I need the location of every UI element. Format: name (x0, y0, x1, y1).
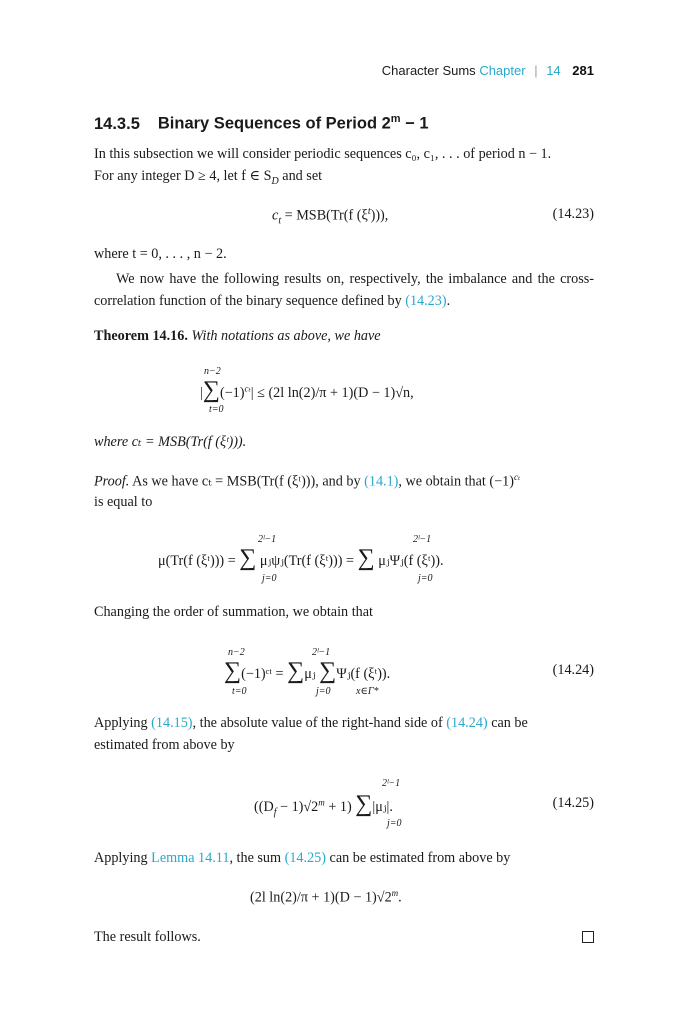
proof-sup: cₜ (513, 472, 521, 482)
theorem-ineq-sup: cₜ (244, 383, 251, 394)
eq25-sup: m (318, 797, 325, 808)
eq24-sum2-bottom: j=0 (316, 686, 331, 697)
eq23-rhs: = MSB(Tr(f (ξ (281, 207, 368, 224)
theorem-ineq-rhs: | ≤ (2l ln(2)/π + 1)(D − 1)√n, (250, 385, 414, 401)
final-eq-text: (2l ln(2)/π + 1)(D − 1)√2 (250, 889, 392, 906)
mu-eq-rhs: μⱼΨⱼ(f (ξᵗ)). (378, 553, 444, 569)
equation-14-23 (272, 206, 388, 227)
proof-text-2: , we obtain that (−1) (398, 473, 514, 490)
final-eq-sup: m (391, 888, 399, 898)
intro-line-2 (94, 168, 322, 187)
para2-tail: . (446, 293, 451, 309)
applying2-text1: Applying (94, 850, 152, 866)
link-14-24[interactable]: (14.24) (446, 715, 488, 731)
theorem-inequality (200, 378, 414, 402)
section-title-sup: m (390, 113, 401, 125)
applying1-text1: Applying (94, 715, 152, 731)
eq24-term3: Ψⱼ(f (ξᵗ)). (336, 666, 391, 682)
header-title: Character Sums (381, 63, 476, 78)
qed-square-icon (582, 931, 594, 943)
proof-text-1: As we have cₜ = MSB(Tr(f (ξᵗ))), and by (132, 473, 365, 490)
equation-number-14-25: (14.25) (552, 795, 594, 811)
proof-line-2: is equal to (94, 494, 153, 510)
sum-symbol: ∑ (287, 658, 305, 684)
header-chapter-number: 14 (546, 63, 561, 78)
final-eq-tail: . (398, 889, 402, 906)
eq25-lhs-tail: − 1)√2 (276, 799, 319, 815)
paragraph-results (94, 268, 594, 312)
eq24-sum1-bottom: t=0 (232, 686, 247, 697)
link-14-23[interactable]: (14.23) (405, 293, 447, 309)
applying1-text3: can be (487, 715, 528, 731)
theorem-statement (94, 328, 381, 345)
link-lemma-14-11[interactable]: Lemma 14.11 (151, 850, 230, 866)
link-14-25[interactable]: (14.25) (284, 850, 326, 866)
intro-line-2-sub: D (271, 175, 279, 187)
mu-sum2-bottom: j=0 (418, 573, 433, 584)
eq25-sum-bottom: j=0 (387, 818, 402, 829)
para2-text: We now have the following results on, respectively, the imbalance and the cross-correlation function of the binary sequence defined by (94, 271, 594, 309)
applying1-text2: , the absolute value of the right-hand side of (192, 715, 447, 731)
equation-number-14-23: (14.23) (552, 206, 594, 222)
eq23-lhs-sub: t (278, 215, 282, 227)
eq24-term1: (−1)ᶜᵗ = (241, 666, 284, 682)
sum-symbol: ∑ (357, 545, 375, 571)
sum-symbol: ∑ (202, 377, 220, 403)
section-number: 14.3.5 (94, 114, 140, 133)
theorem-ineq-term: (−1) (219, 385, 245, 401)
mu-sum1-bottom: j=0 (262, 573, 277, 584)
header-separator: | (534, 63, 538, 78)
eq25-mid: + 1) (324, 799, 352, 815)
mu-eq-mid: μⱼψⱼ(Tr(f (ξᵗ))) = (259, 553, 355, 569)
intro-line-2-text: For any integer D ≥ 4, let f ∈ S (94, 168, 272, 184)
mu-eq-lhs: μ(Tr(f (ξᵗ))) = (158, 553, 236, 569)
eq24-sum2-top: 2ˡ−1 (312, 647, 331, 658)
theorem-sum-bottom: t=0 (209, 404, 224, 415)
theorem-label: Theorem 14.16. (94, 328, 188, 344)
sum-symbol: ∑ (239, 545, 257, 571)
mu-equation (158, 546, 444, 570)
eq24-sum3-bottom: x∈Γ* (356, 686, 379, 697)
eq23-rhs-sup: t (367, 206, 371, 217)
where-t-line: where t = 0, . . . , n − 2. (94, 246, 227, 262)
theorem-sum-top: n−2 (204, 366, 221, 377)
eq24-sum1-top: n−2 (228, 647, 245, 658)
mu-sum2-top: 2ˡ−1 (413, 534, 432, 545)
eq25-lhs: ((D (254, 799, 274, 815)
proof-label: Proof. (94, 473, 130, 490)
eq23-lhs: c (272, 207, 279, 224)
theorem-text: With notations as above, we have (191, 328, 381, 344)
sum-symbol: ∑ (319, 658, 337, 684)
abs-bar-left: | (200, 385, 203, 401)
result-follows: The result follows. (94, 929, 201, 945)
changing-order-line: Changing the order of summation, we obtain that (94, 604, 373, 620)
applying-lemma-line (94, 850, 510, 867)
section-title-tail: − 1 (400, 114, 429, 133)
eq25-lhs-sub: f (273, 806, 277, 818)
section-title: Binary Sequences of Period 2 (157, 114, 391, 133)
eq24-term2: μⱼ (304, 666, 316, 682)
sum-symbol: ∑ (224, 658, 242, 684)
intro-line-2-tail: and set (278, 168, 323, 184)
theorem-where-line: where cₜ = MSB(Tr(f (ξᵗ))). (94, 434, 247, 450)
link-14-15[interactable]: (14.15) (151, 715, 193, 731)
applying-line-2: estimated from above by (94, 737, 235, 753)
applying2-text2: , the sum (229, 850, 285, 866)
eq25-term: |μⱼ|. (372, 799, 393, 815)
sum-symbol: ∑ (355, 791, 373, 817)
equation-14-25 (254, 792, 393, 818)
eq23-rhs-tail: ))), (370, 207, 389, 224)
eq25-sum-top: 2ˡ−1 (382, 778, 401, 789)
header-chapter-word: Chapter (479, 63, 526, 78)
final-bound (250, 888, 402, 907)
proof-line-1 (94, 472, 520, 491)
page-number: 281 (572, 63, 594, 78)
link-14-1[interactable]: (14.1) (364, 473, 399, 490)
section-heading (94, 113, 429, 134)
mu-sum1-top: 2ˡ−1 (258, 534, 277, 545)
applying-line-1 (94, 715, 528, 732)
equation-14-24 (224, 659, 390, 683)
applying2-text3: can be estimated from above by (325, 850, 511, 866)
equation-number-14-24: (14.24) (552, 662, 594, 678)
intro-line-1: In this subsection we will consider periodic sequences c₀, c₁, . . . of period n − 1. (94, 146, 552, 162)
running-header (382, 63, 594, 78)
